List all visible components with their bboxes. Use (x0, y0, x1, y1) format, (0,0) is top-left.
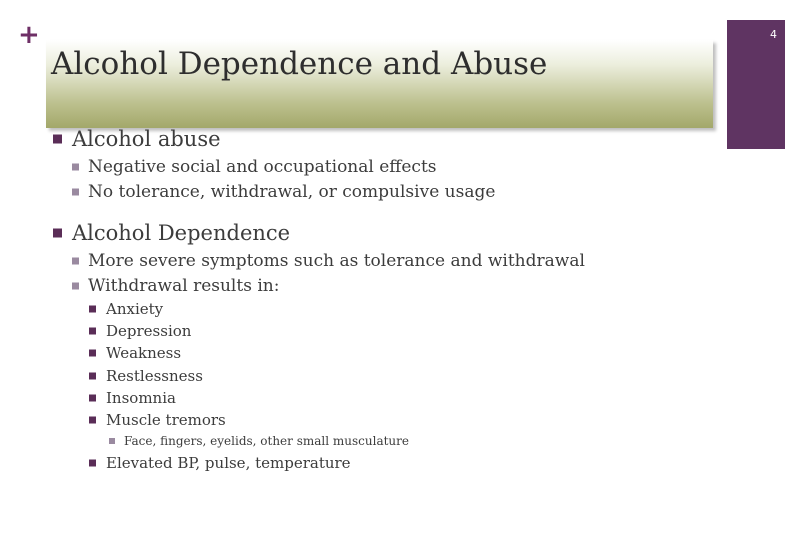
square-bullet-icon (89, 417, 96, 424)
square-bullet-icon (89, 395, 96, 402)
slide-title: Alcohol Dependence and Abuse (51, 46, 548, 82)
square-bullet-icon (89, 460, 96, 467)
vitals-label: Elevated BP, pulse, temperature (106, 454, 351, 472)
tremor-detail-item (124, 434, 409, 448)
square-bullet-icon (53, 229, 62, 238)
symptom-label: Anxiety (106, 300, 164, 318)
dependence-point: More severe symptoms such as tolerance and withdrawal (88, 251, 585, 271)
square-bullet-icon (89, 373, 96, 380)
bullet-level2 (88, 276, 279, 296)
symptom-label: Insomnia (106, 389, 176, 407)
slide-number: 4 (770, 28, 777, 41)
symptom-item (106, 389, 176, 407)
symptom-item (106, 322, 191, 340)
square-bullet-icon (72, 189, 79, 196)
abuse-point: Negative social and occupational effects (88, 157, 437, 177)
symptom-item (106, 344, 181, 362)
abuse-point: No tolerance, withdrawal, or compulsive usage (88, 182, 496, 202)
square-bullet-icon (89, 306, 96, 313)
vitals-item (106, 454, 351, 472)
tremor-detail-label: Face, fingers, eyelids, other small musculature (124, 434, 409, 448)
square-bullet-icon (109, 438, 115, 444)
abuse-heading: Alcohol abuse (72, 127, 221, 151)
plus-decoration: + (18, 20, 40, 50)
bullet-level1-dependence (72, 221, 290, 245)
symptom-item (106, 367, 203, 385)
dependence-point: Withdrawal results in: (88, 276, 280, 296)
symptom-label: Weakness (106, 344, 182, 362)
bullet-level2 (88, 157, 437, 177)
square-bullet-icon (72, 283, 79, 290)
square-bullet-icon (89, 328, 96, 335)
dependence-heading: Alcohol Dependence (72, 221, 291, 245)
symptom-item (106, 300, 163, 318)
bullet-level2 (88, 182, 495, 202)
symptom-label: Muscle tremors (106, 411, 226, 429)
slide-number-block (727, 20, 785, 149)
square-bullet-icon (53, 135, 62, 144)
symptom-label: Restlessness (106, 367, 203, 385)
bullet-level1-abuse (72, 127, 221, 151)
square-bullet-icon (72, 258, 79, 265)
square-bullet-icon (89, 350, 96, 357)
bullet-level2 (88, 251, 585, 271)
symptom-label: Depression (106, 322, 192, 340)
square-bullet-icon (72, 164, 79, 171)
symptom-item (106, 411, 226, 429)
